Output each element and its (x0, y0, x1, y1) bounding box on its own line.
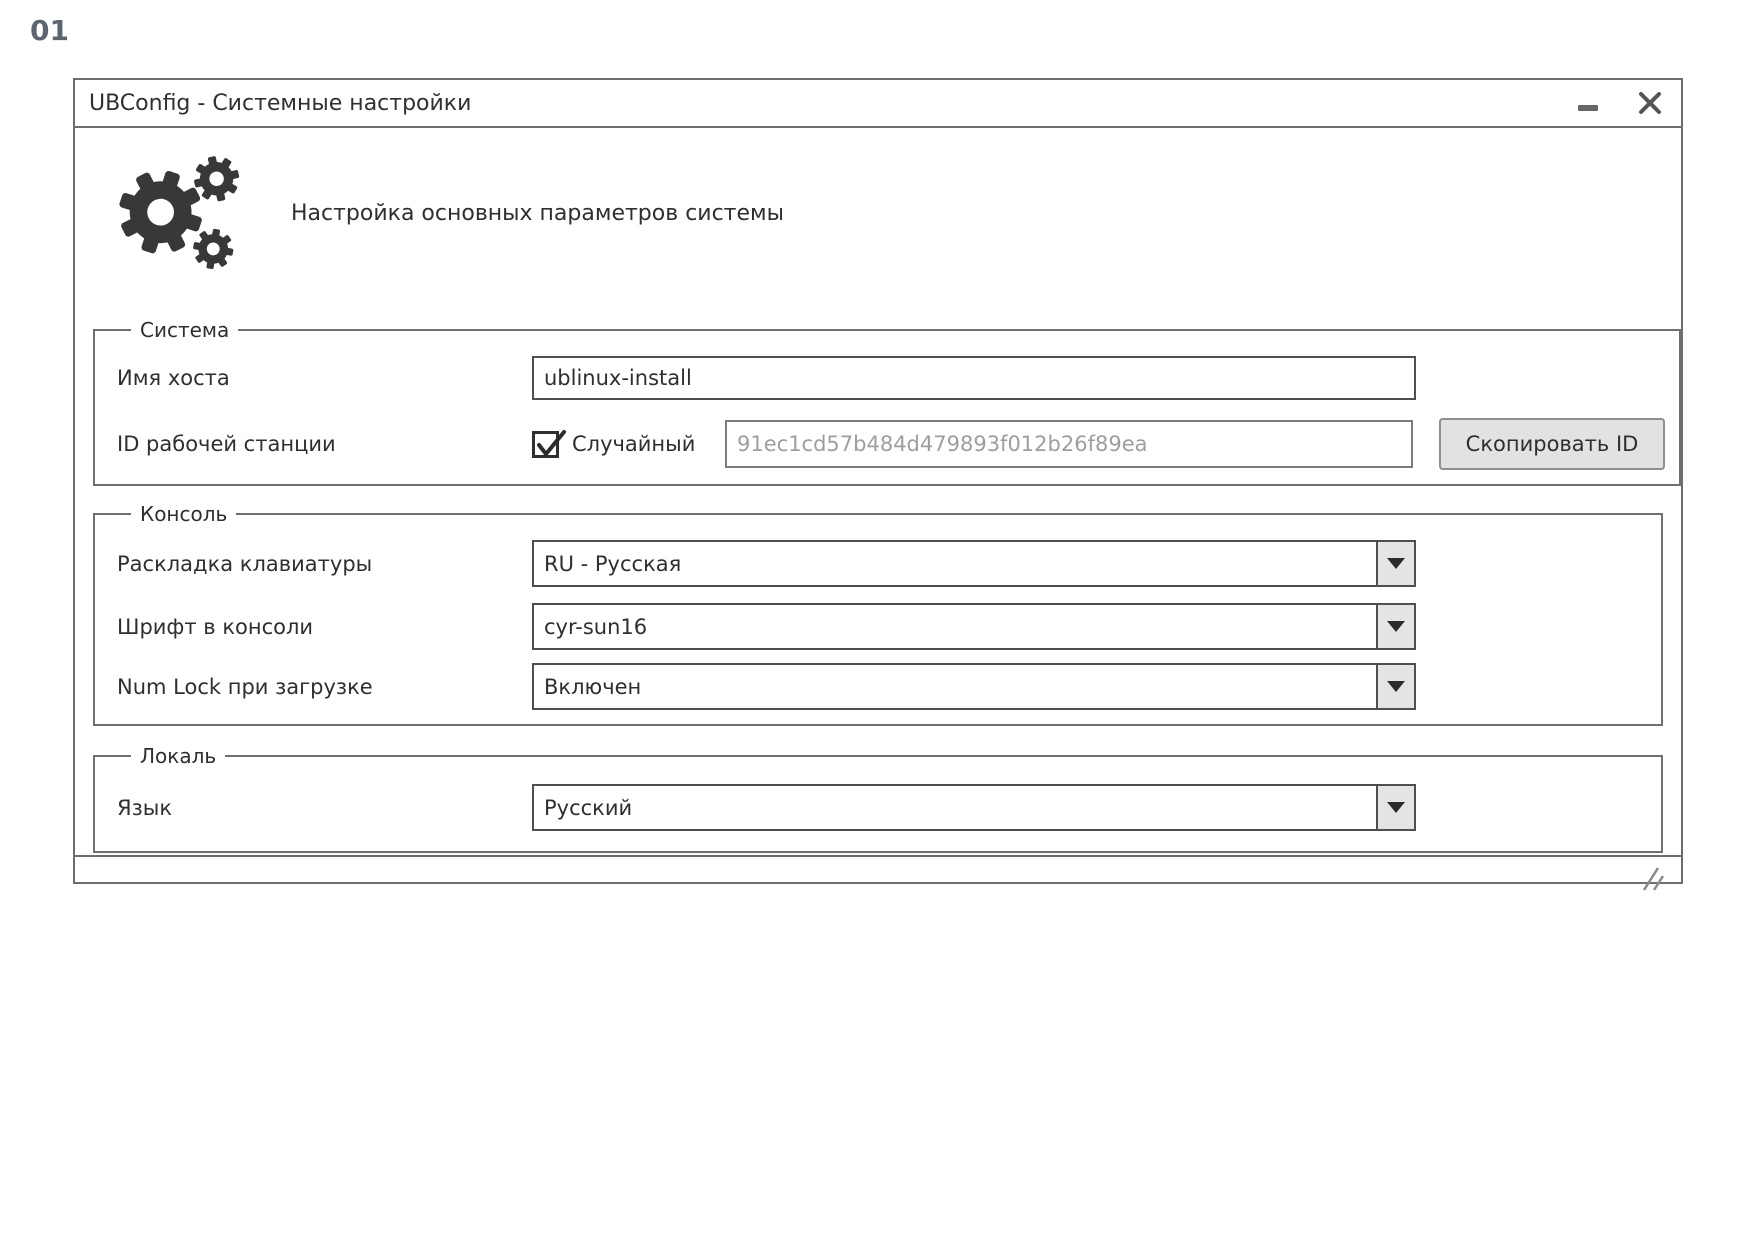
header-row (113, 152, 1671, 274)
hostname-input[interactable] (532, 356, 1416, 400)
random-checkbox-group (532, 431, 725, 458)
numlock-row (117, 663, 1647, 710)
hostname-label: Имя хоста (117, 366, 230, 390)
app-description: Настройка основных параметров системы (291, 200, 785, 226)
numlock-label: Num Lock при загрузке (117, 674, 373, 699)
figure-number: 01 (30, 14, 69, 47)
language-row (117, 784, 1647, 831)
console-font-select[interactable] (532, 603, 1416, 650)
language-value: Русский (544, 795, 633, 820)
close-icon (1637, 90, 1663, 116)
chevron-down-icon (1387, 681, 1405, 692)
numlock-select[interactable] (532, 663, 1416, 710)
hostname-row (117, 356, 1665, 400)
random-checkbox[interactable] (532, 431, 559, 458)
console-font-label: Шрифт в консоли (117, 614, 314, 639)
console-font-value: cyr-sun16 (544, 614, 648, 639)
language-label: Язык (117, 795, 173, 820)
chevron-down-icon (1387, 802, 1405, 813)
workstation-id-label: ID рабочей станции (117, 432, 336, 456)
group-console (93, 502, 1663, 726)
keyboard-layout-row (117, 540, 1647, 587)
language-select[interactable] (532, 784, 1416, 831)
chevron-down-icon (1387, 558, 1405, 569)
random-checkbox-label: Случайный (572, 432, 696, 456)
language-arrow-button[interactable] (1376, 786, 1414, 829)
keyboard-layout-select[interactable] (532, 540, 1416, 587)
copy-id-button[interactable]: Скопировать ID (1439, 418, 1665, 470)
group-locale (93, 744, 1663, 853)
group-console-legend: Консоль (140, 502, 228, 526)
numlock-value: Включен (544, 674, 642, 699)
resize-grip-icon (1637, 864, 1667, 892)
chevron-down-icon (1387, 621, 1405, 632)
keyboard-layout-value: RU - Русская (544, 551, 682, 576)
gears-icon (113, 152, 245, 274)
titlebar (75, 80, 1681, 128)
statusbar (75, 855, 1681, 899)
close-button[interactable] (1637, 90, 1663, 116)
checkmark-icon (533, 425, 567, 461)
group-locale-legend: Локаль (140, 744, 217, 768)
keyboard-layout-label: Раскладка клавиатуры (117, 551, 373, 576)
group-system-legend: Система (140, 318, 230, 342)
numlock-arrow-button[interactable] (1376, 665, 1414, 708)
keyboard-layout-arrow-button[interactable] (1376, 542, 1414, 585)
workstation-id-input[interactable] (725, 420, 1413, 468)
group-system (93, 318, 1681, 486)
resize-grip[interactable] (1637, 864, 1667, 892)
console-font-row (117, 603, 1647, 650)
minimize-icon (1575, 90, 1601, 116)
app-window (73, 78, 1683, 884)
minimize-button[interactable] (1575, 90, 1601, 116)
workstation-id-row (117, 418, 1665, 470)
window-title: UBConfig - Системные настройки (89, 90, 472, 116)
console-font-arrow-button[interactable] (1376, 605, 1414, 648)
window-content (75, 128, 1681, 853)
